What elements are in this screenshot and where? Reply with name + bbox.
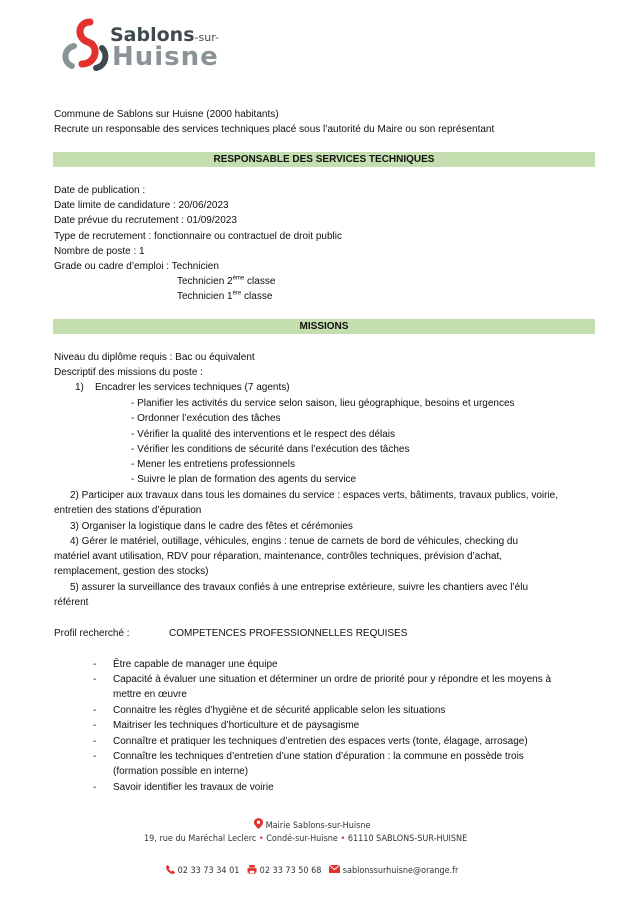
mission-4-c: remplacement, gestion des stocks) — [54, 566, 209, 577]
phone-2[interactable]: 02 33 73 50 68 — [259, 866, 322, 876]
profile-label: Profil recherché : — [54, 628, 130, 639]
mission-1-item: - Suivre le plan de formation des agents du service — [131, 474, 357, 485]
footer-dot: • — [340, 834, 346, 844]
intro-line-1: Commune de Sablons sur Huisne (2000 habitants) — [54, 109, 279, 120]
grade-line: Grade ou cadre d’emploi : Technicien — [54, 261, 219, 272]
intro-line-2: Recrute un responsable des services techniques placé sous l’autorité du Maire ou son représentant — [54, 124, 495, 135]
email-link[interactable]: sablonssurhuisne@orange.fr — [342, 866, 459, 876]
logo-word-huisne: Huisne — [112, 42, 219, 72]
logo-mark-icon — [60, 18, 110, 74]
logo-word-sur: -sur- — [194, 31, 219, 44]
positions-count: Nombre de poste : 1 — [54, 246, 145, 257]
mission-3: 3) Organiser la logistique dans le cadre des fêtes et cérémonies — [70, 521, 353, 532]
footer-address — [144, 834, 467, 844]
footer-name-row — [254, 818, 370, 831]
mission-1-item: - Planifier les activités du service selon saison, lieu géographique, besoins et urgences — [131, 398, 515, 409]
profile-item: Savoir identifier les travaux de voirie — [113, 782, 274, 793]
grade-technicien-1: Technicien 1ère classe — [177, 290, 273, 302]
profile-heading: COMPETENCES PROFESSIONNELLES REQUISES — [169, 628, 408, 639]
profile-item: Maitriser les techniques d’horticulture et de paysagisme — [113, 720, 360, 731]
fax-icon — [247, 865, 257, 874]
recruitment-date: Date prévue du recrutement : 01/09/2023 — [54, 215, 237, 226]
mission-5-a: 5) assurer la surveillance des travaux confiés à une entreprise extérieure, suivre les chantiers avec l’élu — [70, 582, 529, 593]
logo-word-sablons: Sablons — [110, 24, 195, 46]
footer-address-street: 19, rue du Maréchal Leclerc — [144, 834, 257, 844]
mission-1-item: - Ordonner l’exécution des tâches — [131, 413, 281, 424]
publication-date: Date de publication : — [54, 185, 146, 196]
profile-item: Connaitre les règles d’hygiène et de sécurité applicable selon les situations — [113, 705, 446, 716]
mission-4-b: matériel avant utilisation, RDV pour réparation, maintenance, contrôles techniques, prévision d’achat, — [54, 551, 503, 562]
section-title-missions: MISSIONS — [53, 319, 595, 334]
profile-bullet: - — [93, 720, 97, 731]
footer-name: Mairie Sablons-sur-Huisne — [265, 821, 371, 831]
section-title-responsable: RESPONSABLE DES SERVICES TECHNIQUES — [53, 152, 595, 167]
mission-1-item: - Vérifier la qualité des interventions et le respect des délais — [131, 429, 396, 440]
profile-bullet: - — [93, 674, 97, 685]
profile-bullet: - — [93, 705, 97, 716]
location-pin-icon — [254, 818, 263, 829]
profile-item: mettre en œuvre — [113, 689, 187, 700]
mission-4-a: 4) Gérer le matériel, outillage, véhicules, engins : tenue de carnets de bord de véhicules, checking du — [70, 536, 519, 547]
footer-address-town: Condé-sur-Huisne — [266, 834, 338, 844]
phone-icon — [166, 865, 175, 874]
profile-item: (formation possible en interne) — [113, 766, 249, 777]
profile-item: Connaître les techniques d’entretien d’une station d’épuration : la commune en possède trois — [113, 751, 524, 762]
mission-1: 1) Encadrer les services techniques (7 agents) — [75, 382, 290, 393]
recruitment-type: Type de recrutement : fonctionnaire ou contractuel de droit public — [54, 231, 342, 242]
mission-1-item: - Vérifier les conditions de sécurité dans l’exécution des tâches — [131, 444, 410, 455]
profile-bullet: - — [93, 736, 97, 747]
logo — [60, 18, 230, 74]
email-icon — [329, 865, 340, 873]
footer-dot: • — [258, 834, 264, 844]
mission-2-a: 2) Participer aux travaux dans tous les domaines du service : espaces verts, bâtiments, travaux publics, voirie, — [70, 490, 559, 501]
profile-bullet: - — [93, 659, 97, 670]
mission-5-b: référent — [54, 597, 89, 608]
profile-item: Capacité à évaluer une situation et déterminer un ordre de priorité pour y répondre et les moyens à — [113, 674, 552, 685]
footer-contacts — [166, 865, 458, 876]
grade-technicien-2: Technicien 2ème classe — [177, 275, 276, 287]
diploma-line: Niveau du diplôme requis : Bac ou équivalent — [54, 352, 255, 363]
mission-2-b: entretien des stations d’épuration — [54, 505, 202, 516]
mission-1-item: - Mener les entretiens professionnels — [131, 459, 295, 470]
missions-desc: Descriptif des missions du poste : — [54, 367, 203, 378]
profile-item: Connaître et pratiquer les techniques d’entretien des espaces verts (tonte, élagage, arrosage) — [113, 736, 528, 747]
phone-1[interactable]: 02 33 73 34 01 — [177, 866, 240, 876]
profile-bullet: - — [93, 782, 97, 793]
deadline-date: Date limite de candidature : 20/06/2023 — [54, 200, 229, 211]
profile-bullet: - — [93, 751, 97, 762]
footer-address-postal: 61110 SABLONS-SUR-HUISNE — [347, 834, 468, 844]
profile-item: Être capable de manager une équipe — [113, 659, 278, 670]
